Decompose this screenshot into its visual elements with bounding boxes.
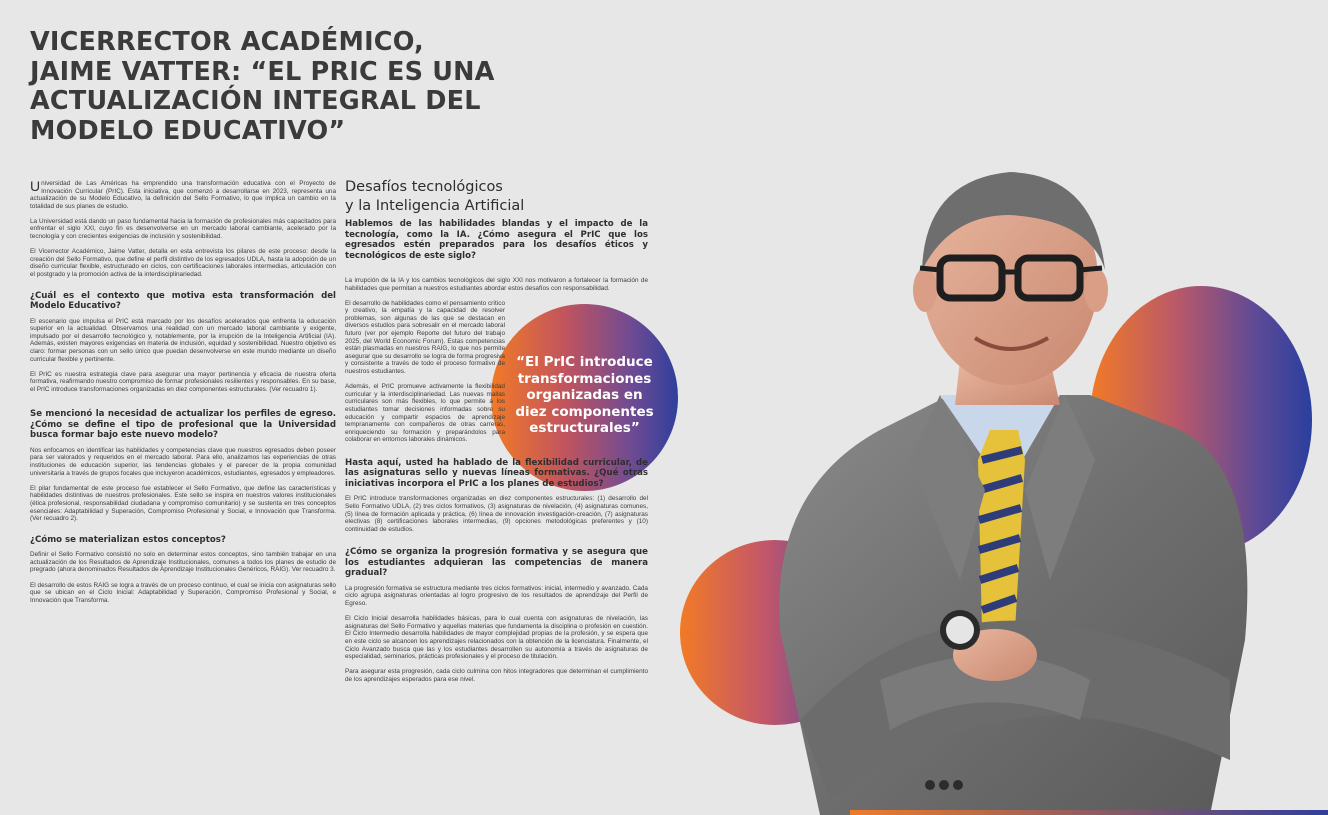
intro-text: niversidad de Las Américas ha emprendido una transformación educativa con el Proyecto de Innovación Curricular (PrIC). Esta iniciativa, que comenzó a desarrollarse en 2023, representa una actualización de su Modelo Educativo, la definición del Sello Formativo, lo que implica un cambio en la totalidad de sus planes de estudio. [30, 180, 336, 210]
question-block [345, 458, 648, 490]
paragraph: Definir el Sello Formativo consistió no solo en determinar estos conceptos, sino también trabajar en una actualización de los Resultados de Aprendizaje Institucionales, comunes a todos los planes de estudio de pregrado (ahora denominados Resultados de Aprendizaje Institucionales Genéricos, RAIG). Ver recuadro 3. [30, 551, 336, 574]
question-block [30, 535, 336, 546]
headline [30, 27, 495, 146]
paragraph: La Universidad está dando un paso fundamental hacia la formación de profesionales más capacitados para enfrentar el siglo XXI, cuyo fin es desenvolverse en un mercado laboral cambiante, acelerado por la tecnología y con crecientes exigencias de inclusión y sostenibilidad. [30, 217, 336, 241]
paragraph: El desarrollo de estos RAIG se logra a través de un proceso continuo, el cual se inicia con asignaturas sello que se ubican en el Ciclo Inicial: Adaptabilidad y Superación, Compromiso Profesional y Social, e Innovación que Transforma. [30, 581, 336, 604]
headline-line-2: JAIME VATTER: “EL PRIC ES UNA [30, 56, 495, 87]
headline-line-3: ACTUALIZACIÓN INTEGRAL DEL [30, 86, 481, 116]
intro-paragraph [30, 180, 336, 210]
question-heading: Hablemos de las habilidades blandas y el impacto de la tecnología, como la IA. ¿Cómo asegura el PrIC que los egresados estén preparados para los desafíos éticos y tecnológicos de este siglo? [345, 219, 648, 261]
headline-line-4: MODELO EDUCATIVO” [30, 115, 346, 146]
question-block [30, 291, 336, 312]
question-heading: Se mencionó la necesidad de actualizar los perfiles de egreso. ¿Cómo se define el tipo de profesional que la Universidad busca formar bajo este nuevo modelo? [30, 409, 336, 441]
question-heading: ¿Cómo se materializan estos conceptos? [30, 534, 226, 545]
question-block [345, 547, 648, 579]
portrait-photo [760, 160, 1280, 815]
paragraph: El PrIC es nuestra estrategia clave para asegurar una mayor pertinencia y eficacia de nuestra oferta formativa, reafirmando nuestro compromiso de formar profesionales resilientes y responsables. En su base, el PrIC introduce transformaciones organizadas en diez componentes estructurales. (Ver recuadro 1). [30, 370, 336, 393]
question-heading: Hasta aquí, usted ha hablado de la flexibilidad curricular, de las asignaturas sello y nuevas líneas formativas. ¿Qué otras iniciativas incorpora el PrIC a los planes de estudios? [345, 457, 648, 489]
paragraph: La progresión formativa se estructura mediante tres ciclos formativos: inicial, intermedio y avanzado. Cada ciclo agrupa asignaturas orientadas al logro progresivo de los resultados de aprendizaje del Perfil de Egreso. [345, 584, 648, 608]
paragraph: Además, el PrIC promueve activamente la flexibilidad curricular y la interdisciplinariedad. Las nuevas mallas curriculares son más flexibles, lo que permite a los estudiantes tomar decisiones informadas sobre su educación y compartir espacios de aprendizaje tempranamente con compañeros de otras carreras, enriqueciendo su formación y preparándolos para colaborar en entornos laborales dinámicos. [345, 383, 505, 444]
pull-quote: “El PrIC introduce transformaciones organizadas en diez componentes estructurales” [515, 354, 654, 436]
headline-line-1: VICERRECTOR ACADÉMICO, [30, 27, 424, 57]
question-heading: ¿Cómo se organiza la progresión formativa y se asegura que los estudiantes adquieran las competencias de manera gradual? [345, 547, 648, 579]
article-column-left [30, 180, 336, 612]
paragraph: La irrupción de la IA y los cambios tecnológicos del siglo XXI nos motivaron a fortalecer la formación de habilidades que permitan a nuestros estudiantes abordar estos desafíos con responsabilidad. [345, 277, 648, 292]
paragraph: El escenario que impulsa el PrIC está marcado por los desafíos acelerados que enfrenta la educación superior en la actualidad. Observamos una realidad con un mercado laboral cambiante y exigente, impulsado por el desarrollo tecnológico y, notablemente, por la irrupción de la Inteligencia Artificial (IA). Además, existen mayores exigencias en materia de inclusión, equidad y sostenibilidad. Nuestro objetivo es claro: formar personas con un sello único que puedan desenvolverse en este mundo mediante un diseño curricular flexible y pertinente. [30, 317, 336, 363]
section-title: Desafíos tecnológicos y la Inteligencia Artificial [345, 179, 525, 214]
accent-bar [850, 810, 1328, 815]
paragraph: El PrIC introduce transformaciones organizadas en diez componentes estructurales: (1) desarrollo del Sello Formativo UDLA, (2) tres ciclos formativos, (3) asignaturas de nivelación, (4) asignaturas comunes, (5) línea de formación aplicada y práctica, (6) línea de innovación investigación-creación, (7) asignaturas electivas (8) certificaciones laborales intermedias, (9) opciones metodológicas preferentes y (10) continuidad de estudios. [345, 495, 648, 533]
paragraph: El Vicerrector Académico, Jaime Vatter, detalla en esta entrevista los pilares de este proceso: desde la creación del Sello Formativo, que define el perfil distintivo de los egresados UDLA, hasta la adopción de un diseño curricular flexible, estructurado en ciclos, con certificaciones laborales intermedias, articulación con el postgrado y la promoción activa de la interdisciplinariedad. [30, 248, 336, 278]
question-heading: ¿Cuál es el contexto que motiva esta transformación del Modelo Educativo? [30, 290, 336, 312]
paragraph: Para asegurar esta progresión, cada ciclo culmina con hitos integradores que determinan el cumplimiento de los aprendizajes esperados para ese nivel. [345, 668, 648, 683]
paragraph: Nos enfocamos en identificar las habilidades y competencias clave que nuestros egresados deben poseer para ser valorados y requeridos en el mercado laboral. Para ello, analizamos las experiencias de otras instituciones de educación superior, las tendencias globales y el parecer de la propia comunidad universitaria a través de grupos focales que incluyeron académicos, estudiantes, egresados y empleadores. [30, 446, 336, 477]
paragraph: El pilar fundamental de este proceso fue establecer el Sello Formativo, que define las características y habilidades distintivas de nuestros profesionales. Este sello se inspira en nuestros valores institucionales (ética profesional, responsabilidad ciudadana y compromiso comunitario) y se sustenta en tres conceptos esenciales: Adaptabilidad y Superación, Compromiso Profesional y Social, e Innovación que Transforma. (Ver recuadro 2). [30, 484, 336, 523]
question-block [30, 409, 336, 441]
drop-cap: U [30, 178, 41, 194]
paragraph: El desarrollo de habilidades como el pensamiento crítico y creativo, la empatía y la capacidad de resolver problemas, son algunas de las que se destacan en diversos estudios para sobresalir en el mercado laboral futuro (ver por ejemplo Reporte del futuro del trabajo 2025, del World Economic Forum). Estas competencias están plasmadas en nuestros RAIG, lo que nos permite asegurar que su desarrollo se logra de forma progresiva y consistente a través de todo el proceso formativo de nuestros estudiantes. [345, 299, 505, 376]
paragraph: El Ciclo Inicial desarrolla habilidades básicas, para lo cual cuenta con asignaturas de nivelación, las asignaturas del Sello Formativo y aquellas materias que fundamenta la disciplina o profesión en cuestión. El Ciclo Intermedio desarrolla habilidades de mayor complejidad propias de la profesión, y se espera que en este ciclo se alcancen los aprendizajes relacionados con la obtención de la licenciatura. Finalmente, el Ciclo Avanzado busca que las y los estudiantes desarrollen su autonomía a través de asignaturas de especialidad, seminarios, prácticas profesionales y el proceso de titulación. [345, 615, 648, 661]
